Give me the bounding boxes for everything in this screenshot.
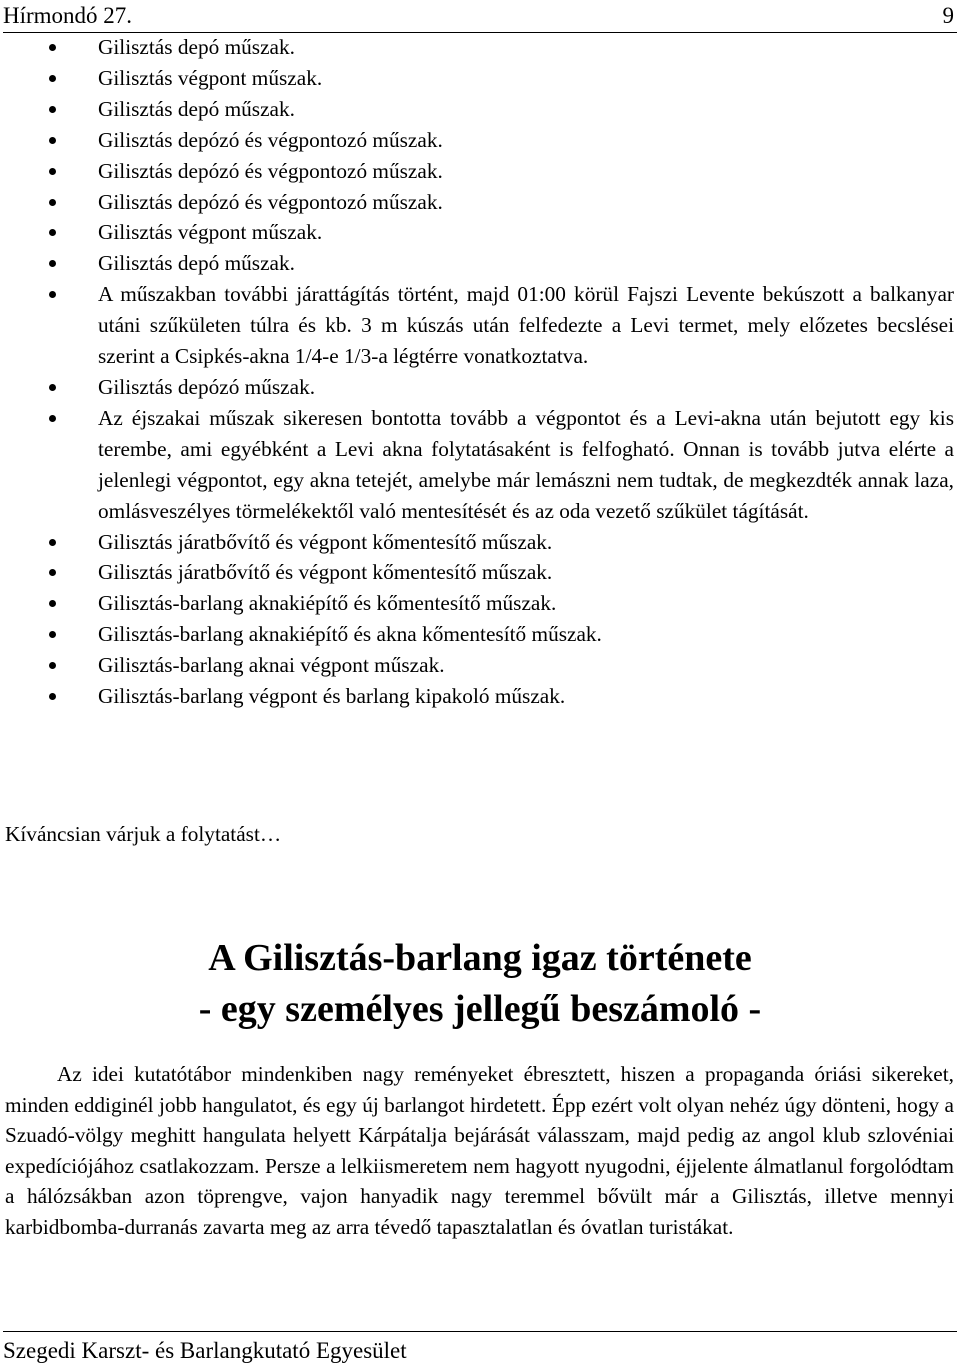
list-item-text: A műszakban további járattágítás történt, majd 01:00 körül Fajszi Levente bekúszott a balkanyar utáni szűkületen túlra és kb. 3 m kúszás után felfedezte a Levi termet, mely előzetes becslései szerint a Csipkés-akna 1/4-e 1/3-a légtérre vonatkoztatva. <box>98 282 954 369</box>
list-item-text: Gilisztás végpont műszak. <box>98 220 323 245</box>
bullet-icon <box>49 569 56 576</box>
page-number: 9 <box>942 3 954 28</box>
list-item-text: Gilisztás-barlang aknai végpont műszak. <box>98 653 445 678</box>
bullet-icon <box>49 229 56 236</box>
list-item-text: Gilisztás járatbővítő és végpont kőmentesítő műszak. <box>98 529 553 554</box>
list-item <box>0 156 960 187</box>
list-item-text: Gilisztás járatbővítő és végpont kőmentesítő műszak. <box>98 560 553 585</box>
bullet-icon <box>49 539 56 546</box>
list-item-text: Gilisztás depó műszak. <box>98 96 295 121</box>
list-item <box>0 125 960 156</box>
bullet-icon <box>49 415 56 422</box>
list-item <box>0 248 960 279</box>
list-item-text: Gilisztás depózó és végpontozó műszak. <box>98 127 443 152</box>
shift-list <box>0 32 960 712</box>
list-item-text: Gilisztás-barlang végpont és barlang kipakoló műszak. <box>98 684 566 709</box>
list-item-text: Gilisztás depózó műszak. <box>98 374 316 399</box>
bullet-icon <box>49 137 56 144</box>
list-item <box>0 527 960 558</box>
list-item <box>0 650 960 681</box>
article-title-line: A Gilisztás-barlang igaz története <box>208 937 752 979</box>
list-item-text: Gilisztás-barlang aknakiépítő és kőmentesítő műszak. <box>98 591 557 616</box>
list-item <box>0 681 960 712</box>
list-item <box>0 619 960 650</box>
bullet-icon <box>49 631 56 638</box>
article-subtitle-line: - egy személyes jellegű beszámoló - <box>198 988 762 1030</box>
bullet-icon <box>49 260 56 267</box>
page-header <box>3 0 957 33</box>
bullet-icon <box>49 291 56 298</box>
list-item-text: Gilisztás végpont műszak. <box>98 65 323 90</box>
list-item <box>0 279 960 372</box>
bullet-icon <box>49 693 56 700</box>
list-item <box>0 187 960 218</box>
list-item-text: Az éjszakai műszak sikeresen bontotta tovább a végpontot és a Levi-akna után bejutott egy kis terembe, ami egyébként a Levi akna folytatásaként is felfogható. Onnan is tovább jutva elérte a jelenlegi végpontot, egy akna tetejét, amelybe már lemászni nem tudtak, de megkezdték annak laza, omlásveszélyes törmelékektől való mentesítését és az oda vezető szűkület tágítását. <box>98 405 954 523</box>
list-item <box>0 403 960 527</box>
bullet-icon <box>49 168 56 175</box>
list-item <box>0 63 960 94</box>
list-item-text: Gilisztás depózó és végpontozó műszak. <box>98 158 443 183</box>
list-item <box>0 32 960 63</box>
closing-line: Kíváncsian várjuk a folytatást… <box>5 822 282 846</box>
list-item <box>0 94 960 125</box>
bullet-icon <box>49 199 56 206</box>
publication-title: Hírmondó 27. <box>3 3 133 28</box>
footer-text: Szegedi Karszt- és Barlangkutató Egyesület <box>3 1338 407 1363</box>
list-item-text: Gilisztás depózó és végpontozó műszak. <box>98 189 443 214</box>
bullet-icon <box>49 106 56 113</box>
list-item <box>0 557 960 588</box>
list-item <box>0 372 960 403</box>
list-item <box>0 217 960 248</box>
bullet-icon <box>49 662 56 669</box>
article-title <box>0 933 960 1035</box>
bullet-icon <box>49 600 56 607</box>
list-item-text: Gilisztás depó műszak. <box>98 251 295 276</box>
list-item-text: Gilisztás depó műszak. <box>98 35 295 59</box>
bullet-icon <box>49 44 56 51</box>
page-footer <box>3 1331 957 1364</box>
list-item-text: Gilisztás-barlang aknakiépítő és akna kőmentesítő műszak. <box>98 622 602 647</box>
bullet-icon <box>49 75 56 82</box>
bullet-icon <box>49 384 56 391</box>
article-paragraph: Az idei kutatótábor mindenkiben nagy reményeket ébresztett, hiszen a propaganda óriási sikereket, minden eddiginél jobb hangulatot, és egy új barlangot hirdetett. Épp ezért volt olyan nehéz úgy dönteni, hogy a Szuadó-völgy meghitt hangulata helyett Kárpátalja bejárását válasszam, majd pedig az angol klub szlovéniai expedíciójához csatlakozzam. Persze a lelkiismeretem nem hagyott nyugodni, éjjelente álmatlanul forgolódtam a hálózsákban azon töprengve, vajon hanyadik nagy teremmel bővült már a Gilisztás, illetve mennyi karbidbomba-durranás zavarta meg az arra tévedő tapasztalatlan és óvatlan turistákat. <box>5 1062 954 1239</box>
list-item <box>0 588 960 619</box>
